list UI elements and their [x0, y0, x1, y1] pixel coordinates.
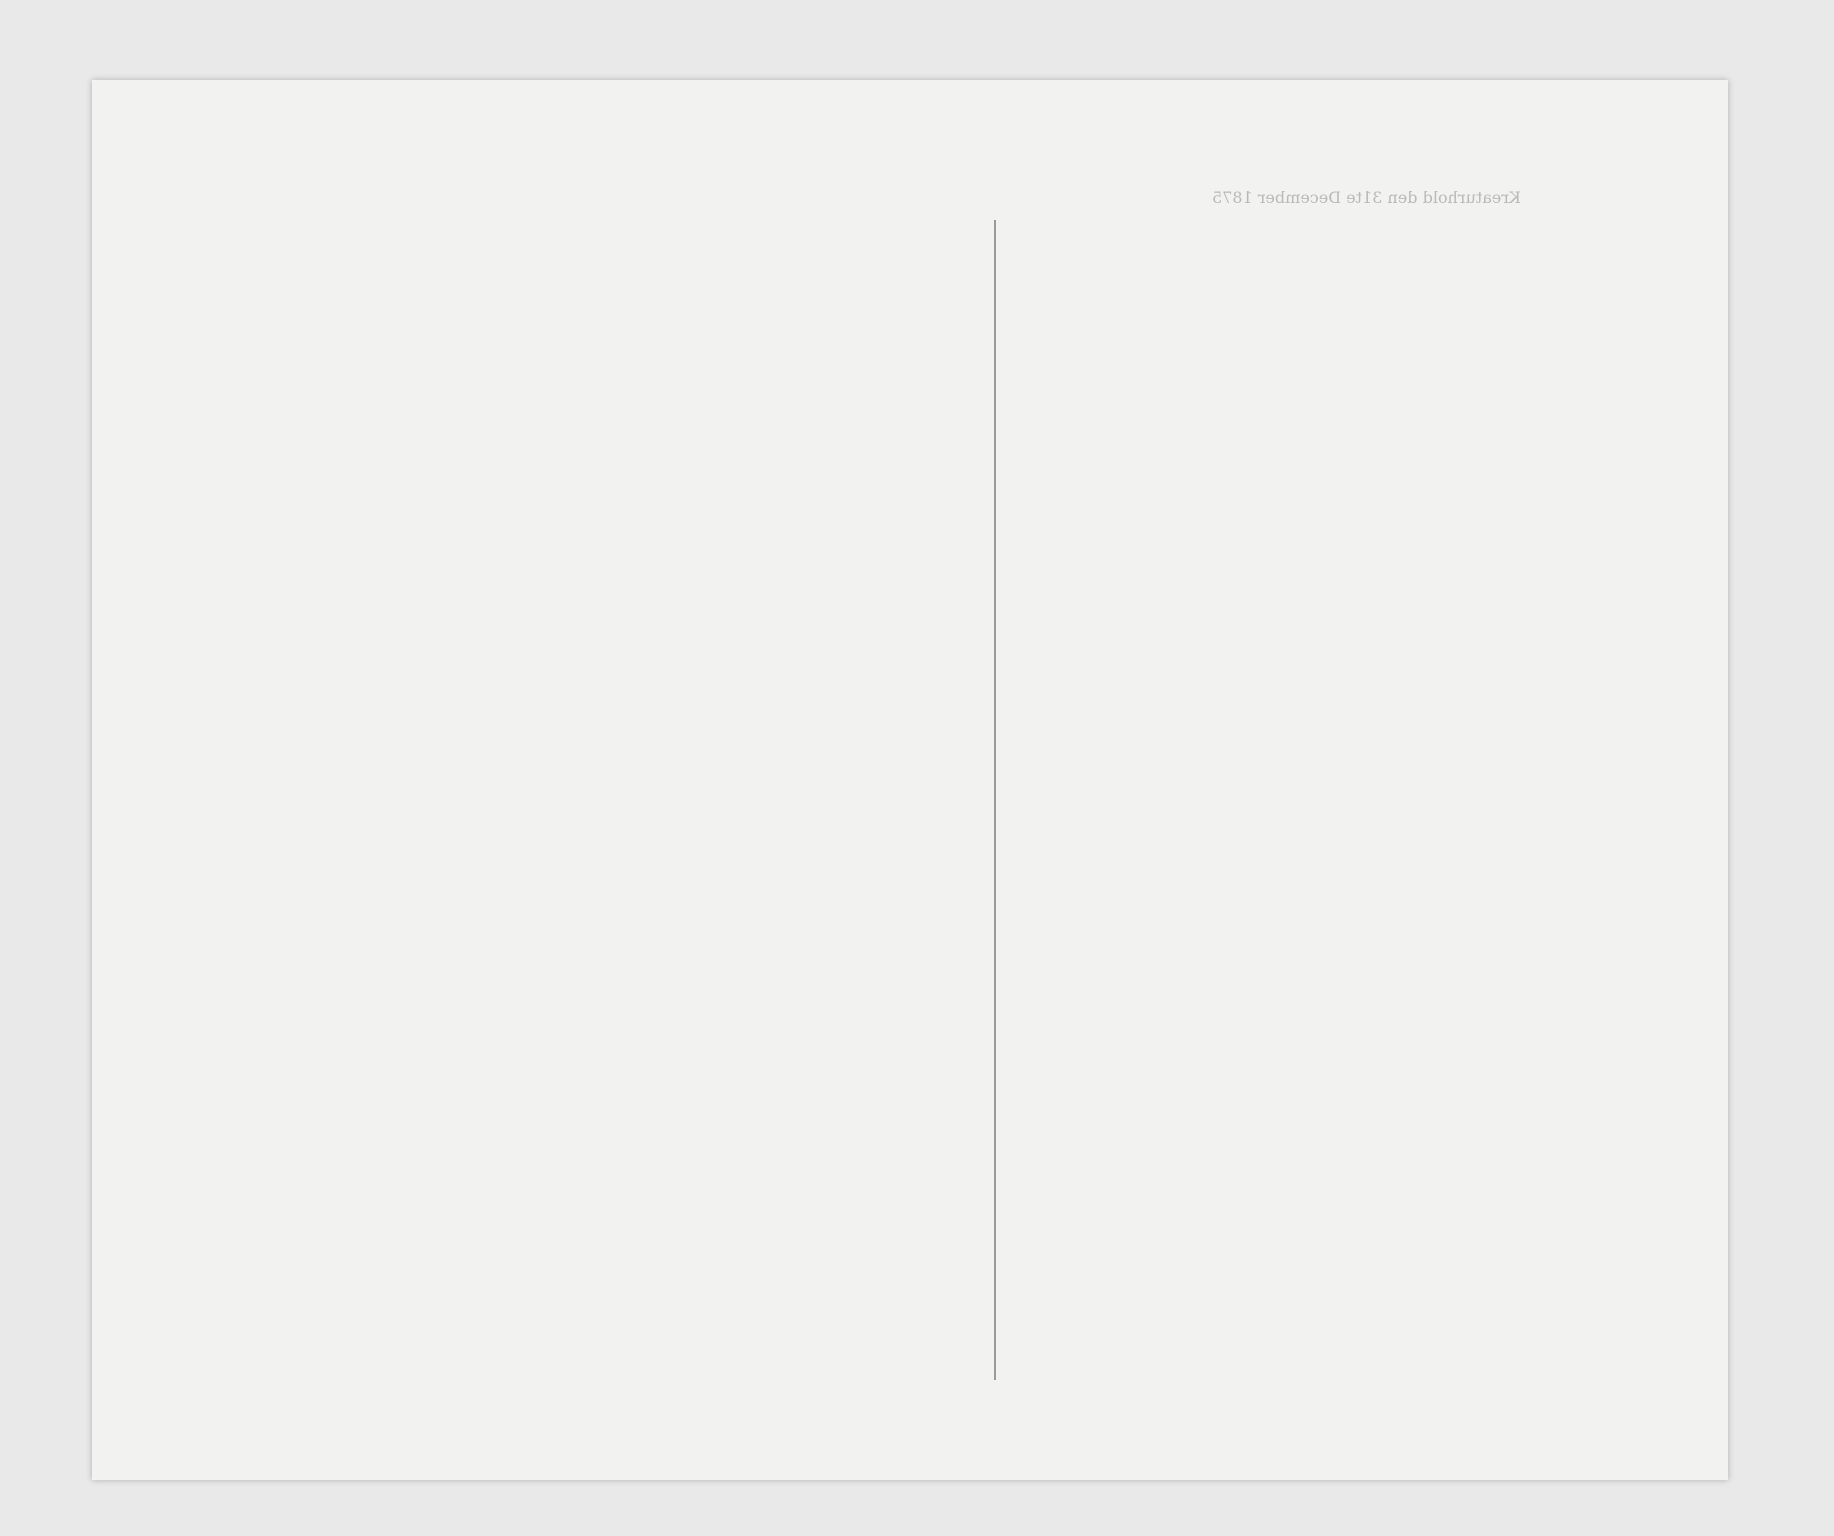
bleed-through-text: Kreaturhold den 31te December 1875 [1212, 188, 1521, 207]
